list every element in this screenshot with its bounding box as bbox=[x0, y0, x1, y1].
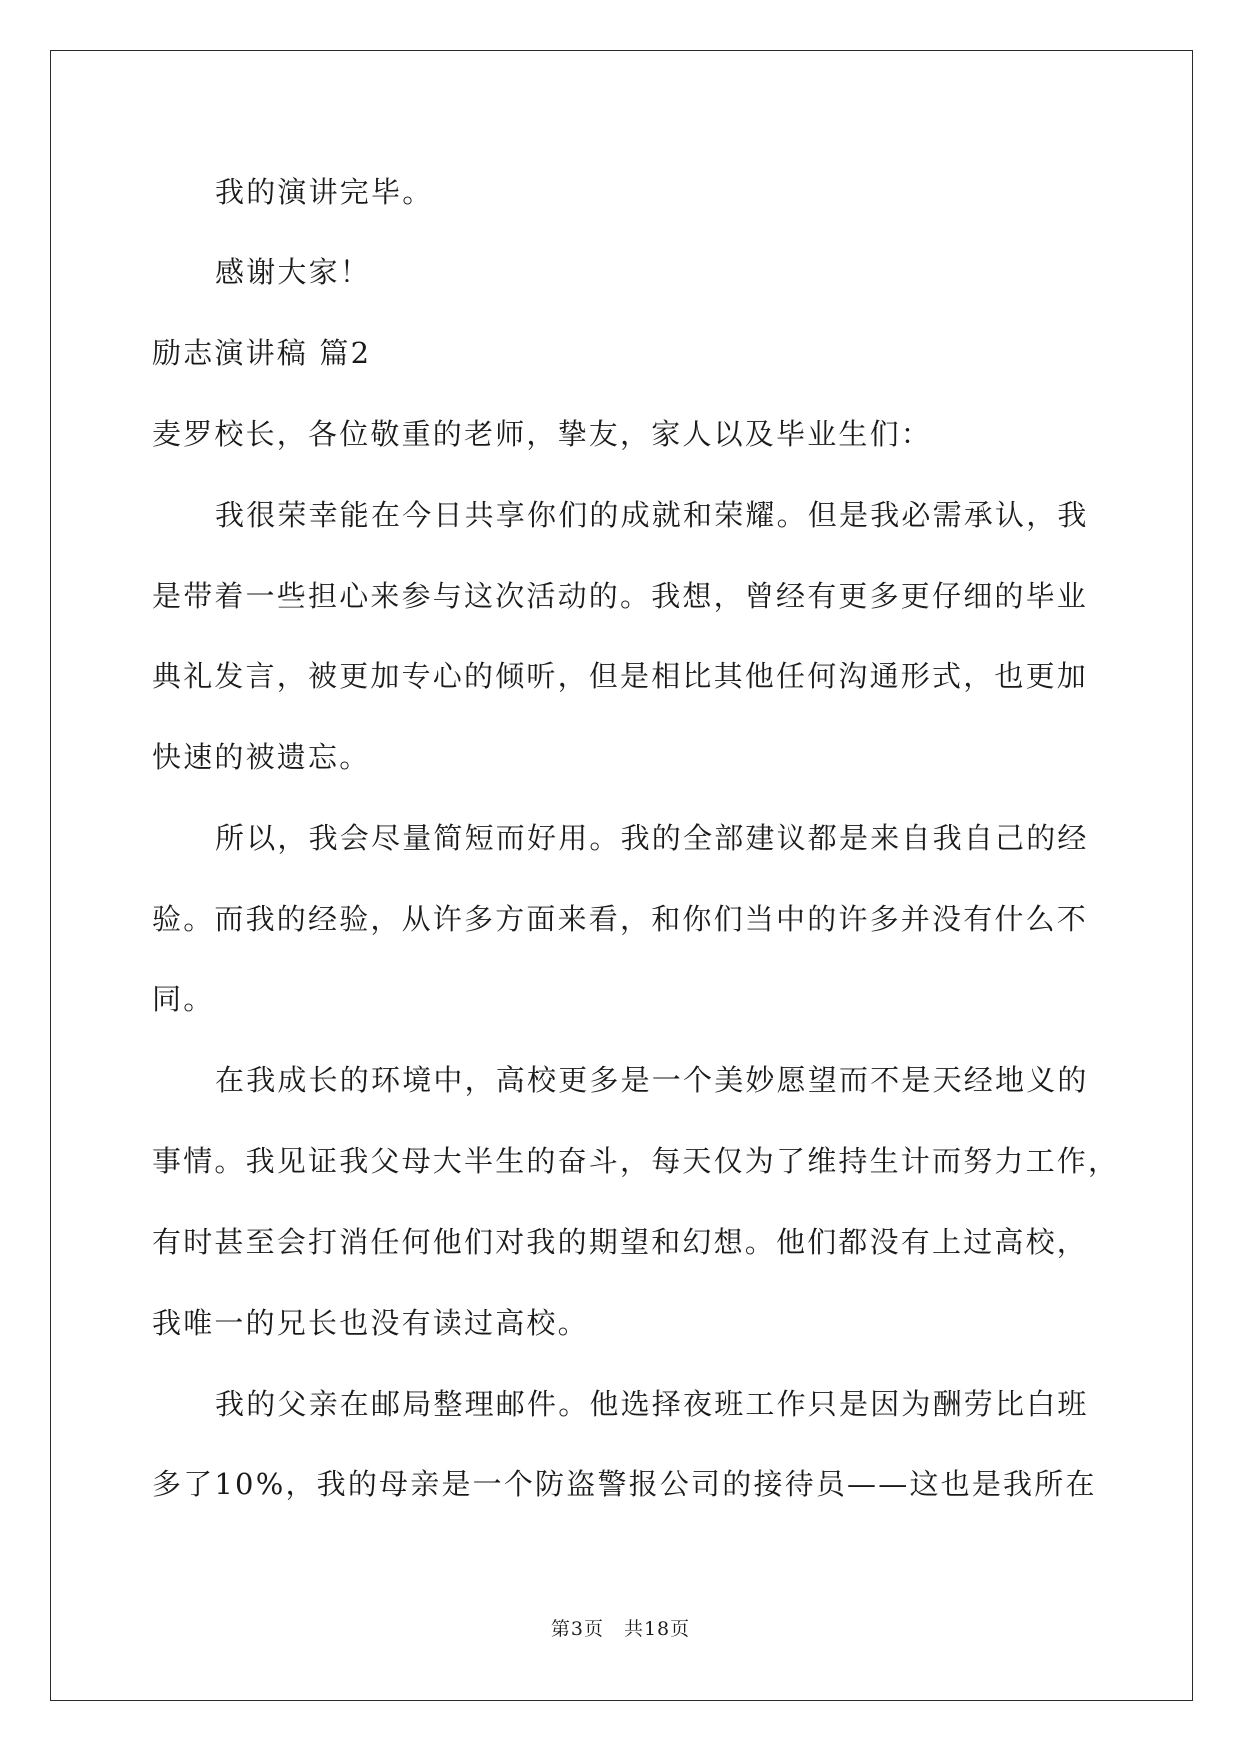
page-number-footer bbox=[0, 1617, 1241, 1641]
salutation-line: 麦罗校长，各位敬重的老师，挚友，家人以及毕业生们： bbox=[152, 417, 933, 451]
paragraph-line: 所以，我会尽量简短而好用。我的全部建议都是来自我自己的经 bbox=[215, 821, 1089, 855]
paragraph-line: 我的演讲完毕。 bbox=[215, 175, 434, 209]
paragraph-line: 我很荣幸能在今日共享你们的成就和荣耀。但是我必需承认，我 bbox=[215, 498, 1089, 532]
paragraph-line: 快速的被遗忘。 bbox=[152, 740, 371, 774]
paragraph-line: 我唯一的兄长也没有读过高校。 bbox=[152, 1306, 589, 1340]
paragraph-line: 有时甚至会打消任何他们对我的期望和幻想。他们都没有上过高校， bbox=[152, 1225, 1089, 1259]
section-heading: 励志演讲稿 篇2 bbox=[152, 336, 372, 370]
paragraph-line: 在我成长的环境中，高校更多是一个美妙愿望而不是天经地义的 bbox=[215, 1063, 1089, 1097]
paragraph-line: 多了10%，我的母亲是一个防盗警报公司的接待员——这也是我所在 bbox=[152, 1467, 1097, 1501]
paragraph-line: 同。 bbox=[152, 982, 215, 1016]
paragraph-line: 我的父亲在邮局整理邮件。他选择夜班工作只是因为酬劳比白班 bbox=[215, 1387, 1089, 1421]
paragraph-line: 典礼发言，被更加专心的倾听，但是相比其他任何沟通形式，也更加 bbox=[152, 659, 1089, 693]
paragraph-line: 是带着一些担心来参与这次活动的。我想，曾经有更多更仔细的毕业 bbox=[152, 579, 1089, 613]
paragraph-line: 感谢大家！ bbox=[215, 255, 372, 289]
paragraph-line: 事情。我见证我父母大半生的奋斗，每天仅为了维持生计而努力工作， bbox=[152, 1144, 1120, 1178]
page-number-label: 第3页 共18页 bbox=[550, 1618, 691, 1640]
page-border bbox=[50, 50, 1193, 1701]
paragraph-line: 验。而我的经验，从许多方面来看，和你们当中的许多并没有什么不 bbox=[152, 902, 1089, 936]
